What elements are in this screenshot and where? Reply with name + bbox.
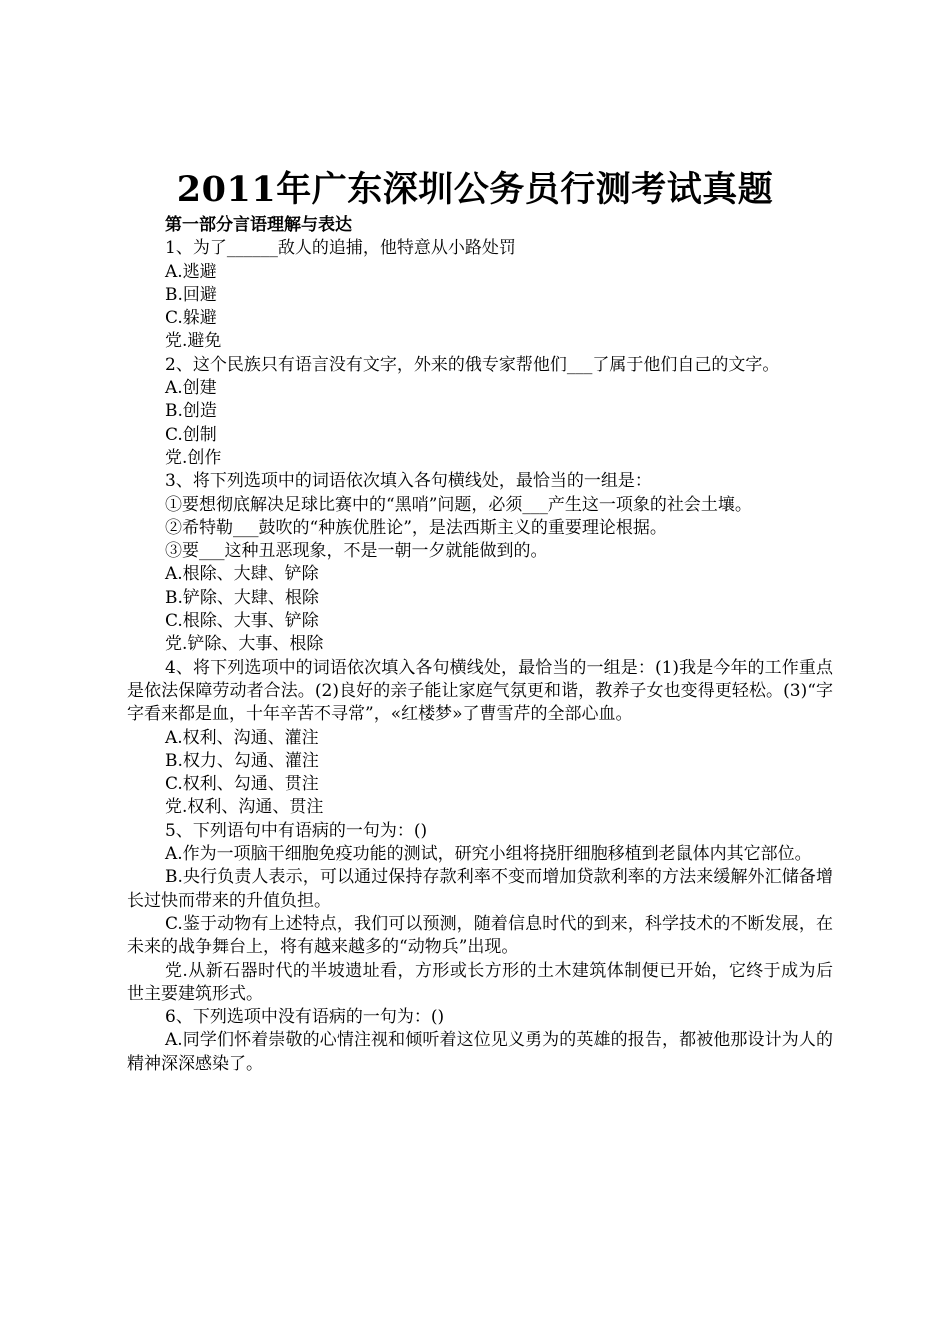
answer-option: A.权利、沟通、灌注: [165, 727, 319, 748]
question-text: 4、将下列选项中的词语依次填入各句横线处，最恰当的一组是：(1)我是今年的工作重点是依法保障劳动者合法。(2)良好的亲子能让家庭气氛更和谐，教养子女也变得更轻松。(3)“字字看来都是血，十年辛苦不寻常”，«红楼梦»了曹雪芹的全部心血。: [127, 657, 833, 725]
answer-option: A.逃避: [165, 261, 217, 282]
answer-option: 党.创作: [165, 447, 222, 468]
paragraph-list: [127, 237, 833, 1076]
answer-option: A.根除、大肆、铲除: [165, 564, 319, 585]
answer-option: C.根除、大事、铲除: [165, 611, 319, 632]
document-body: [127, 214, 833, 1076]
answer-option: 党.从新石器时代的半坡遗址看，方形或长方形的土木建筑体制便已开始，它终于成为后世主要建筑形式。: [127, 960, 833, 1004]
answer-option: C.权利、勾通、贯注: [165, 774, 319, 795]
answer-option: C.鉴于动物有上述特点，我们可以预测，随着信息时代的到来，科学技术的不断发展，在未来的战争舞台上，将有越来越多的“动物兵”出现。: [127, 913, 833, 958]
answer-option: 党.铲除、大事、根除: [165, 634, 324, 655]
question-text: 2、这个民族只有语言没有文字，外来的俄专家帮他们___了属于他们自己的文字。: [165, 354, 780, 375]
question-text: ②希特勒___鼓吹的“种族优胜论”，是法西斯主义的重要理论根据。: [165, 517, 667, 538]
question-text: 6、下列选项中没有语病的一句为：(): [165, 1007, 445, 1028]
document-title: 2011年广东深圳公务员行测考试真题: [176, 169, 774, 210]
answer-option: B.回避: [165, 284, 217, 305]
question-text: ③要___这种丑恶现象，不是一朝一夕就能做到的。: [165, 541, 548, 562]
answer-option: A.同学们怀着崇敬的心情注视和倾听着这位见义勇为的英雄的报告，都被他那设计为人的精神深深感染了。: [127, 1030, 833, 1074]
answer-option: C.创制: [165, 424, 217, 445]
answer-option: B.铲除、大肆、根除: [165, 587, 319, 608]
question-text: 1、为了______敌人的追捕，他特意从小路处罚: [165, 238, 516, 259]
question-text: 3、将下列选项中的词语依次填入各句横线处，最恰当的一组是：: [165, 471, 652, 492]
question-text: ①要想彻底解决足球比赛中的“黑哨”问题，必须___产生这一项象的社会土壤。: [165, 494, 752, 515]
answer-option: A.创建: [165, 378, 217, 399]
section-heading: 第一部分言语理解与表达: [165, 215, 352, 235]
answer-option: A.作为一项脑干细胞免疫功能的测试，研究小组将挠肝细胞移植到老鼠体内其它部位。: [165, 844, 812, 865]
answer-option: 党.避免: [165, 331, 222, 352]
answer-option: B.央行负责人表示，可以通过保持存款利率不变而增加贷款利率的方法来缓解外汇储备增长过快而带来的升值负担。: [127, 867, 833, 911]
answer-option: B.创造: [165, 401, 217, 422]
question-text: 5、下列语句中有语病的一句为：(): [165, 820, 428, 841]
answer-option: B.权力、勾通、灌注: [165, 750, 319, 771]
answer-option: C.躲避: [165, 308, 217, 329]
answer-option: 党.权利、沟通、贯注: [165, 797, 324, 818]
